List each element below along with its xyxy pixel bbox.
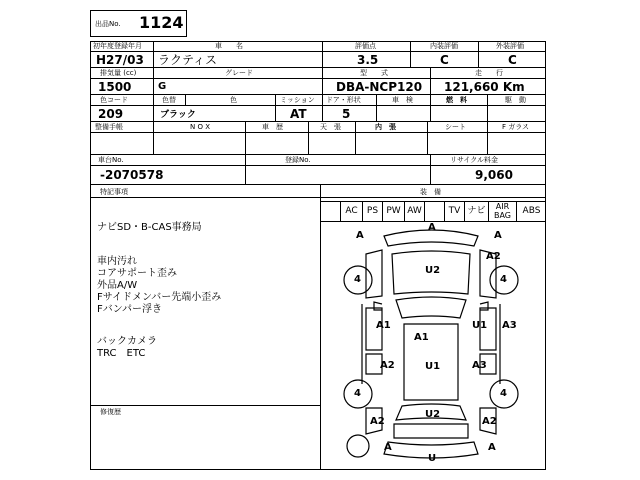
exterior-score-label: 外装評価 bbox=[496, 42, 524, 50]
lot-number: 1124 bbox=[139, 13, 184, 32]
chassis-value: -2070578 bbox=[100, 168, 164, 182]
left-fender bbox=[366, 250, 382, 298]
score-value: 3.5 bbox=[357, 53, 379, 67]
damage-mark: A3 bbox=[502, 320, 517, 331]
damage-mark: A bbox=[494, 230, 502, 241]
damage-mark: A3 bbox=[472, 360, 487, 371]
doors-label: ドア・形状 bbox=[326, 96, 361, 104]
car-name-label: 車 名 bbox=[215, 42, 243, 50]
color-code-value: 209 bbox=[98, 107, 124, 121]
damage-mark: A2 bbox=[380, 360, 395, 371]
spare-wheel bbox=[347, 435, 369, 457]
damage-mark: A1 bbox=[414, 332, 429, 343]
fuel-label: 燃 料 bbox=[446, 96, 467, 104]
mission-label: ミッション bbox=[280, 96, 315, 104]
inspection-label: 車 検 bbox=[392, 96, 413, 104]
damage-mark: U1 bbox=[472, 320, 488, 331]
row4 bbox=[90, 122, 546, 155]
mileage-label: 走 行 bbox=[475, 69, 503, 77]
equip-airbag: AIR BAG bbox=[488, 201, 516, 222]
displacement-label: 排気量 (cc) bbox=[100, 69, 137, 77]
windshield bbox=[396, 297, 466, 318]
drive-label: 駆 動 bbox=[505, 96, 526, 104]
car-name-value: ラクティス bbox=[158, 53, 218, 67]
model-value: DBA-NCP120 bbox=[336, 80, 423, 94]
damage-mark: A2 bbox=[486, 251, 501, 262]
mileage-value: 121,660 Km bbox=[444, 80, 525, 94]
color-value: ブラック bbox=[160, 110, 196, 120]
damage-mark: 4 bbox=[500, 388, 507, 399]
note-line: 車内汚れ bbox=[97, 256, 137, 267]
equip-ps: PS bbox=[362, 201, 382, 222]
year-label: 初年度登録年月 bbox=[93, 42, 142, 50]
inner-trim-label: 内 張 bbox=[375, 123, 396, 131]
model-label: 型 式 bbox=[360, 69, 388, 77]
note-line: コアサポート歪み bbox=[97, 268, 177, 279]
damage-mark: A2 bbox=[370, 416, 385, 427]
seat-label: シート bbox=[445, 123, 466, 131]
left-mirror bbox=[374, 302, 382, 310]
damage-mark: U bbox=[428, 453, 437, 464]
notes-label: 特記事項 bbox=[100, 188, 128, 196]
equip-pw: PW bbox=[382, 201, 404, 222]
damage-mark: A1 bbox=[376, 320, 391, 331]
repair-label: 修復歴 bbox=[100, 408, 121, 416]
equip-blank bbox=[424, 201, 444, 222]
year-value: H27/03 bbox=[96, 53, 144, 67]
roof-label: 天 張 bbox=[320, 123, 341, 131]
equip-aw: AW bbox=[404, 201, 424, 222]
doors-value: 5 bbox=[342, 107, 351, 121]
damage-mark: A2 bbox=[482, 416, 497, 427]
damage-mark: A bbox=[356, 230, 364, 241]
color-code-label: 色コード bbox=[100, 96, 128, 104]
lower-divider bbox=[320, 185, 321, 470]
row2 bbox=[90, 68, 546, 95]
interior-score-value: C bbox=[440, 53, 449, 67]
tailgate bbox=[394, 424, 468, 438]
nox-label: N O X bbox=[190, 123, 210, 131]
grade-value: G bbox=[158, 81, 167, 92]
displacement-value: 1500 bbox=[98, 80, 132, 94]
manual-label: 整備手帳 bbox=[95, 123, 123, 131]
glass-label: F ガラス bbox=[502, 123, 530, 131]
note-line: バックカメラ bbox=[97, 336, 157, 347]
registration-label: 登録No. bbox=[285, 156, 311, 164]
damage-mark: U2 bbox=[425, 409, 441, 420]
damage-mark: 4 bbox=[500, 274, 507, 285]
score-label: 評価点 bbox=[355, 42, 376, 50]
note-line: ナビSD・B-CAS事務局 bbox=[97, 222, 202, 233]
equip-ac: AC bbox=[340, 201, 362, 222]
equipment-label: 装 備 bbox=[420, 188, 441, 196]
color-swap-label: 色替 bbox=[162, 96, 176, 104]
equip-tv: TV bbox=[444, 201, 464, 222]
damage-mark: 4 bbox=[354, 274, 361, 285]
note-line: Fバンパー浮き bbox=[97, 304, 163, 315]
chassis-label: 車台No. bbox=[98, 156, 124, 164]
damage-mark: A bbox=[428, 222, 436, 233]
notes-header-line bbox=[90, 197, 546, 198]
damage-mark: U1 bbox=[425, 361, 441, 372]
lot-label: 出品No. bbox=[95, 20, 121, 28]
note-line: 外品A/W bbox=[97, 280, 138, 291]
mission-value: AT bbox=[290, 107, 307, 121]
row3 bbox=[90, 95, 546, 122]
note-line: Fサイドメンバー先端小歪み bbox=[97, 292, 222, 303]
row1 bbox=[90, 41, 546, 68]
grade-label: グレード bbox=[225, 69, 253, 77]
right-mirror bbox=[480, 302, 488, 310]
interior-score-label: 内装評価 bbox=[430, 42, 458, 50]
recycle-value: 9,060 bbox=[475, 168, 513, 182]
exterior-score-value: C bbox=[508, 53, 517, 67]
color-label: 色 bbox=[230, 96, 237, 104]
history-label: 車 歴 bbox=[262, 123, 283, 131]
equip-navi: ナビ bbox=[464, 201, 488, 222]
damage-mark: A bbox=[488, 442, 496, 453]
damage-mark: 4 bbox=[354, 388, 361, 399]
repair-line bbox=[90, 405, 320, 406]
car-diagram bbox=[322, 224, 544, 468]
damage-mark: A bbox=[384, 442, 392, 453]
equip-abs: ABS bbox=[516, 201, 546, 222]
recycle-label: リサイクル料金 bbox=[450, 156, 499, 164]
lot-number-box bbox=[90, 10, 187, 37]
row5 bbox=[90, 155, 546, 185]
damage-mark: U2 bbox=[425, 265, 441, 276]
note-line: TRC ETC bbox=[97, 348, 146, 359]
